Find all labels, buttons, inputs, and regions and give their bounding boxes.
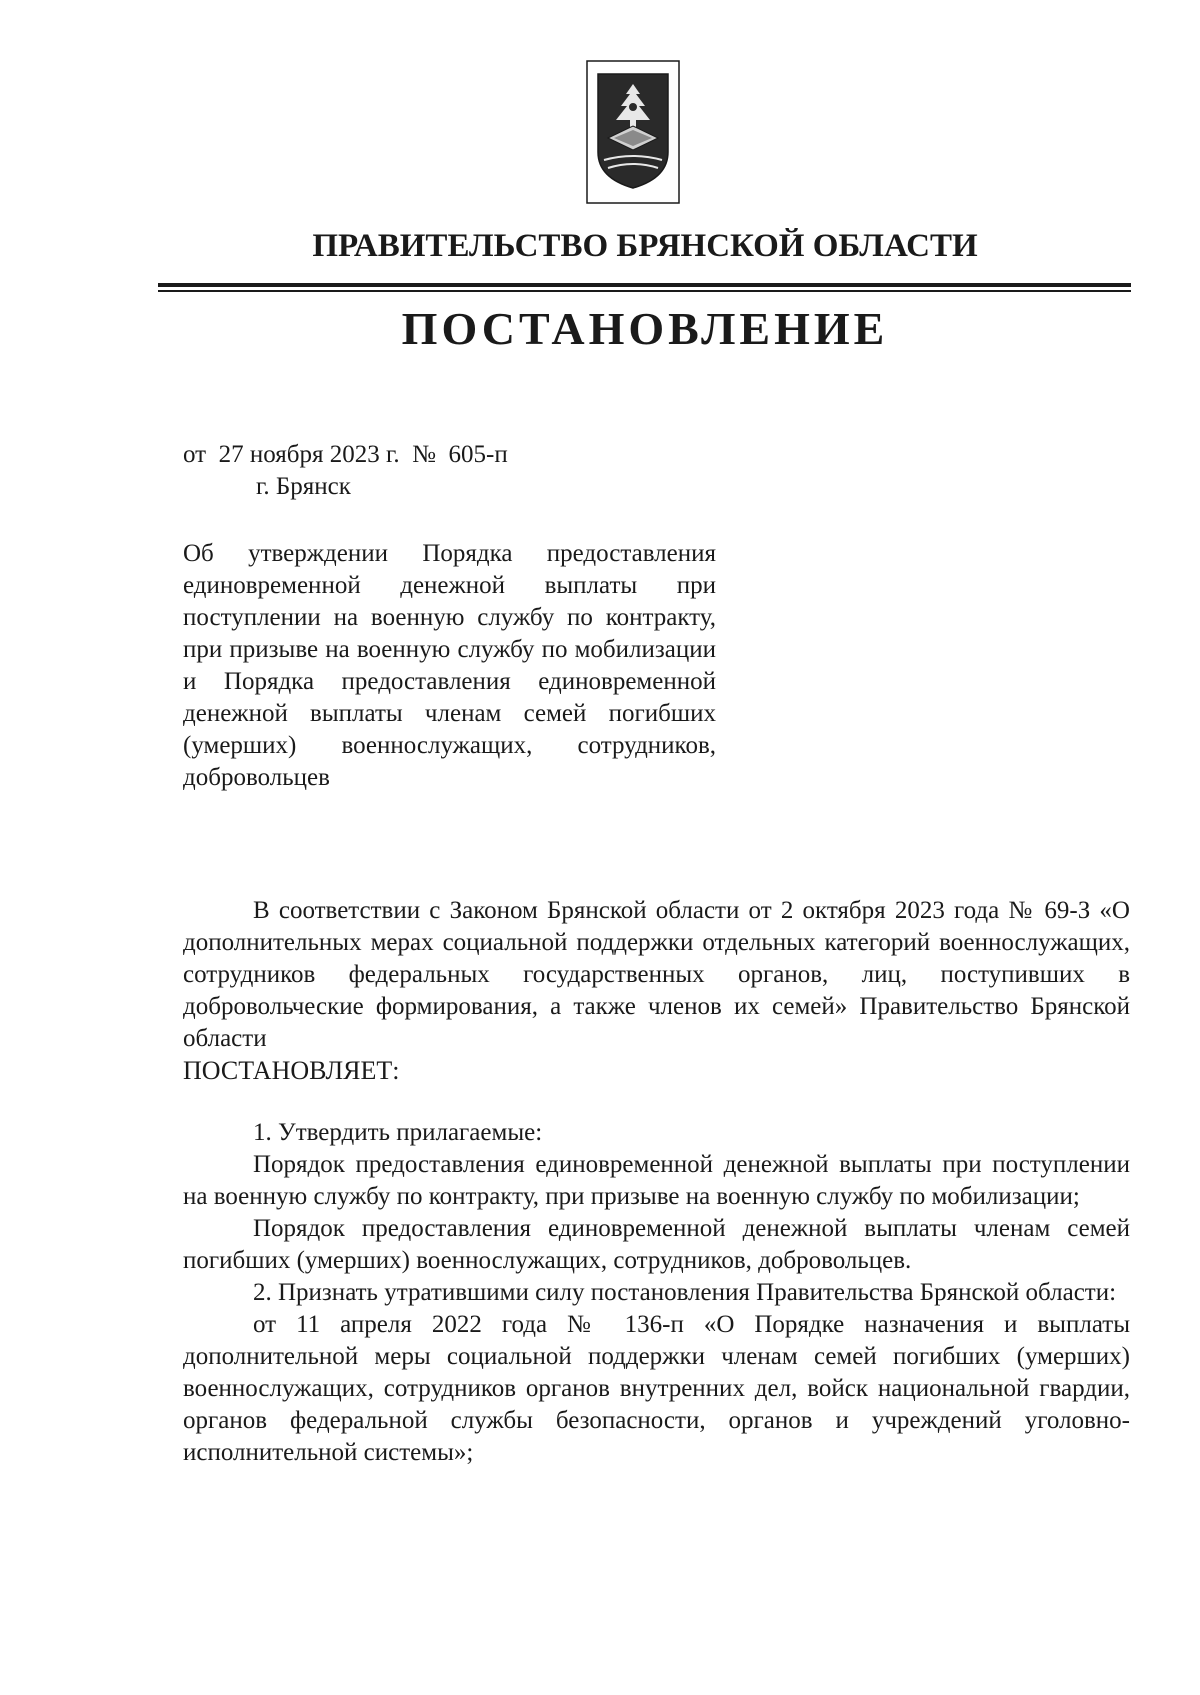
document-date-number: от 27 ноября 2023 г. № 605-п — [183, 441, 508, 468]
item-1-a: Порядок предоставления единовременной денежной выплаты при поступлении на военную службу по контракту, при призыве на военную службу по мобилизации; — [183, 1151, 1130, 1210]
document-city: г. Брянск — [256, 473, 351, 500]
organization-title: ПРАВИТЕЛЬСТВО БРЯНСКОЙ ОБЛАСТИ — [312, 228, 978, 264]
item-1: 1. Утвердить прилагаемые: — [253, 1119, 543, 1146]
item-1-b: Порядок предоставления единовременной денежной выплаты членам семей погибших (умерших) военнослужащих, сотрудников, добровольцев. — [183, 1215, 1130, 1274]
document-subject: Об утверждении Порядка предоставления единовременной денежной выплаты при поступлении на военную службу по контракту, при призыве на военную службу по мобилизации и Порядка предоставления единовременной денежной выплаты членам семей погибших (умерших) военнослужащих, сотрудников, добровольцев — [183, 540, 716, 791]
preamble-paragraph: В соответствии с Законом Брянской области от 2 октября 2023 года № 69-З «О дополнительных мерах социальной поддержки отдельных категорий военнослужащих, сотрудников федеральных государственных органов, лиц, поступивших в добровольческие формирования, а также членов их семей» Правительство Брянской области — [183, 897, 1130, 1052]
resolves-heading: ПОСТАНОВЛЯЕТ: — [183, 1056, 400, 1085]
header-divider-thick — [158, 283, 1131, 287]
item-2: 2. Признать утратившими силу постановления Правительства Брянской области: — [253, 1279, 1117, 1306]
item-2-a: от 11 апреля 2022 года № 136-п «О Порядке назначения и выплаты дополнительной меры социальной поддержки членам семей погибших (умерших) военнослужащих, сотрудников органов внутренних дел, войск национальной гвардии, органов федеральной службы безопасности, органов и учреждений уголовно-исполнительной системы»; — [183, 1311, 1130, 1466]
coat-of-arms-icon — [586, 60, 680, 204]
header-divider-thin — [158, 290, 1131, 292]
document-body — [183, 895, 1130, 1469]
document-type-title: ПОСТАНОВЛЕНИЕ — [401, 303, 889, 354]
